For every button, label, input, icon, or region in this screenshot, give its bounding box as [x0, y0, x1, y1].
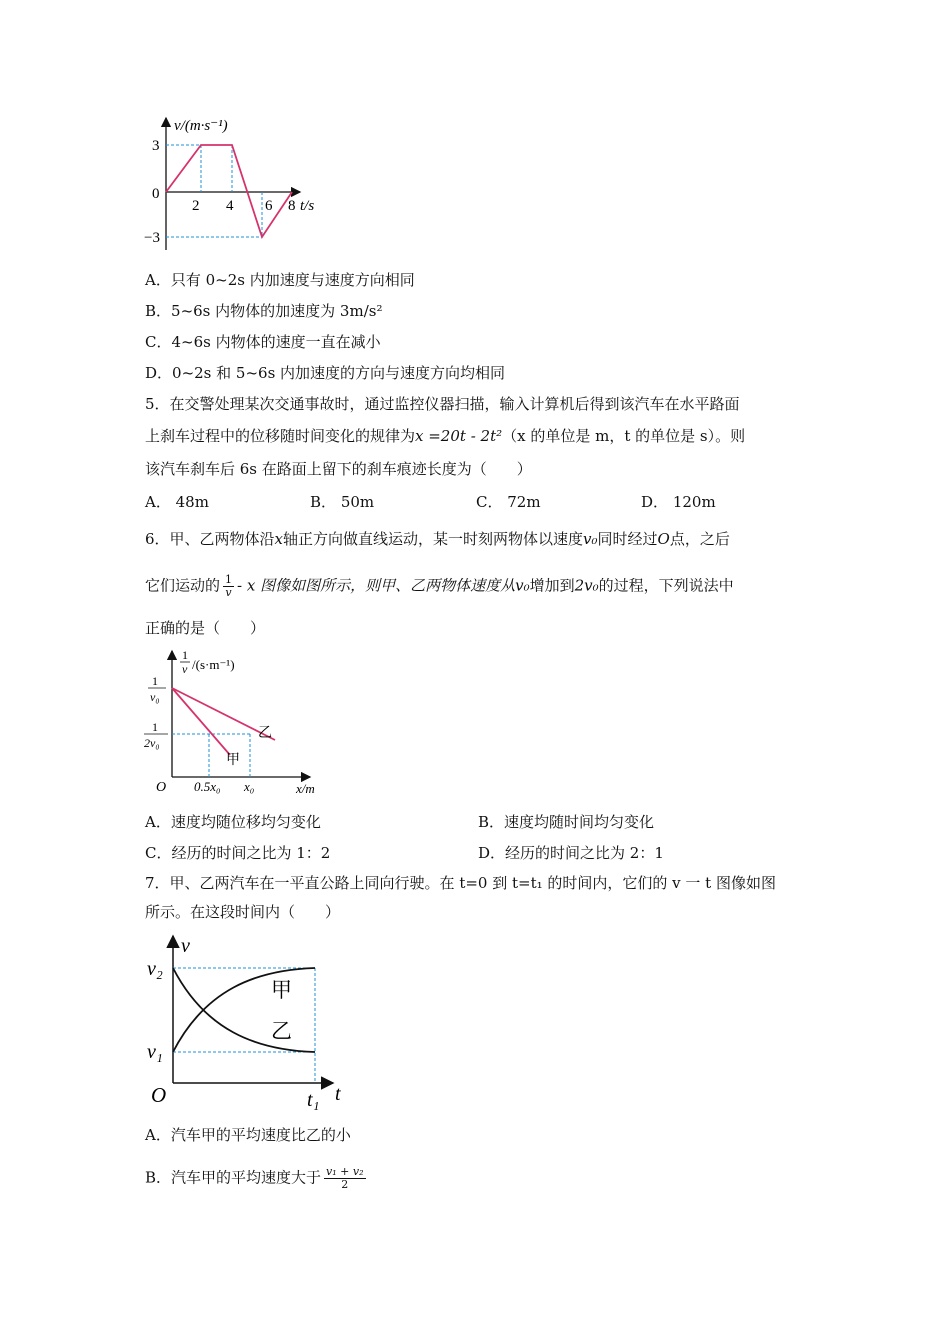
- ylabel-num: 1: [182, 648, 188, 662]
- label-yi: 乙: [258, 726, 272, 741]
- q5-stem-line1: 5．在交警处理某次交通事故时，通过监控仪器扫描，输入计算机后得到该汽车在水平路面: [145, 395, 740, 413]
- origin-label: O: [151, 1083, 167, 1107]
- y-tick1-den: v₀: [150, 690, 160, 704]
- q7-option-a: A．汽车甲的平均速度比乙的小: [145, 1126, 351, 1144]
- q5-option-d: D． 120m: [641, 493, 716, 511]
- label-yi: 乙: [271, 1019, 292, 1043]
- v2-label: v₂: [147, 958, 163, 980]
- x-axis-label: t: [335, 1083, 341, 1105]
- figure-vt-graph-2: [145, 930, 355, 1115]
- q7-option-b: B．汽车甲的平均速度大于 $\frac{\text{v₁ + v₂}}{2}$: [145, 1165, 364, 1191]
- y-tick2-num: 1: [152, 720, 158, 734]
- q6-option-b: B．速度均随时间均匀变化: [478, 813, 655, 831]
- q6-option-d: D．经历的时间之比为 2：1: [478, 844, 664, 862]
- y-tick-neg3: −3: [144, 230, 160, 246]
- q5-stem-line2: 上刹车过程中的位移随时间变化的规律为x =20t - 2t²（x 的单位是 m，t 的单位是 s）。则: [145, 427, 746, 445]
- v1-label: v₁: [147, 1041, 163, 1063]
- q4-option-d: D．0~2s 和 5~6s 内加速度的方向与速度方向均相同: [145, 364, 506, 382]
- figure-vt-graph-1: [140, 110, 340, 255]
- line-jia: [172, 688, 230, 755]
- y-tick1-num: 1: [152, 674, 158, 688]
- q5-formula: x =20t - 2t²: [415, 427, 503, 445]
- q5-option-b: B． 50m: [310, 493, 375, 511]
- ylabel-unit: /(s·m⁻¹): [192, 657, 235, 672]
- figure-inverse-velocity-graph: [140, 645, 340, 805]
- curve-yi: [173, 968, 315, 1052]
- label-jia: 甲: [271, 978, 292, 1002]
- x-tick-6: 6: [265, 198, 273, 214]
- q6-option-a: A．速度均随位移均匀变化: [145, 813, 321, 831]
- x-tick-half-x0: 0.5x₀: [194, 779, 221, 794]
- x-tick-2: 2: [192, 198, 200, 214]
- x-tick-8: 8: [288, 198, 296, 214]
- q5-option-a: A． 48m: [145, 493, 209, 511]
- x-axis-label: x/m: [296, 781, 315, 796]
- x-axis-label: t/s: [300, 198, 315, 214]
- q6-option-c: C．经历的时间之比为 1：2: [145, 844, 331, 862]
- y-tick-3: 3: [152, 138, 160, 154]
- y-axis-label: v/(m·s⁻¹): [174, 118, 228, 134]
- q6-stem-line3: 正确的是（ ）: [145, 619, 266, 637]
- x-tick-x0: x₀: [244, 779, 255, 794]
- q5-option-c: C． 72m: [476, 493, 541, 511]
- q7-stem-line1: 7．甲、乙两汽车在一平直公路上同向行驶。在 t=0 到 t=t₁ 的时间内，它们的 v 一 t 图像如图: [145, 874, 776, 892]
- q6-stem-line2: 它们运动的 $\frac{1}{v}$ - x 图像如图所示，则甲、乙两物体速度从v₀增加到2v₀的过程，下列说法中: [145, 573, 734, 599]
- curve-jia: [173, 968, 315, 1052]
- y-tick-0: 0: [152, 186, 160, 202]
- q7-fraction: $\frac{\text{v₁ + v₂}}{2}$: [326, 1165, 364, 1191]
- y-axis-label: v: [181, 935, 190, 957]
- q7-stem-line2: 所示。在这段时间内（ ）: [145, 903, 341, 921]
- x-tick-4: 4: [226, 198, 234, 214]
- q4-option-c: C．4~6s 内物体的速度一直在减小: [145, 333, 381, 351]
- y-tick2-den: 2v₀: [144, 736, 160, 750]
- ylabel-den: v: [182, 662, 188, 676]
- q5-stem-line3: 该汽车刹车后 6s 在路面上留下的刹车痕迹长度为（ ）: [145, 460, 532, 478]
- q4-option-b: B．5~6s 内物体的加速度为 3m/s²: [145, 302, 383, 320]
- label-jia: 甲: [226, 753, 240, 768]
- origin-label: O: [156, 780, 167, 795]
- t1-label: t₁: [307, 1089, 320, 1111]
- q6-fraction: $\frac{1}{v}$: [225, 573, 233, 599]
- q6-stem-line1: 6．甲、乙两物体沿x轴正方向做直线运动，某一时刻两物体以速度v₀同时经过O点，之后: [145, 530, 730, 548]
- velocity-curve: [166, 145, 292, 237]
- q4-option-a: A．只有 0~2s 内加速度与速度方向相同: [145, 271, 415, 289]
